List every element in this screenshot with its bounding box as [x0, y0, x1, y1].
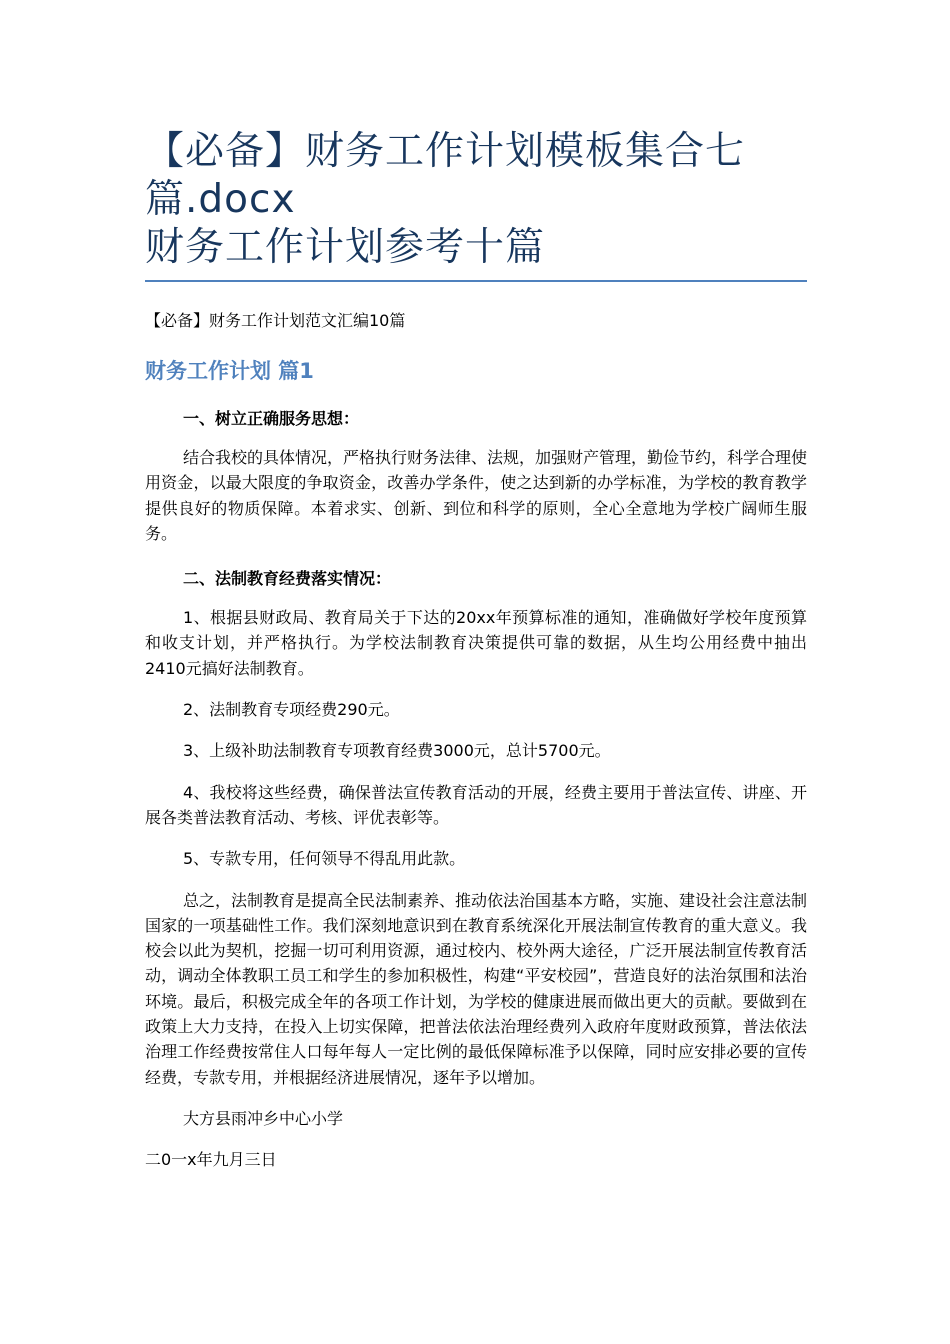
title-divider [145, 280, 807, 282]
title-line-2: 财务工作计划参考十篇 [145, 225, 546, 270]
section1-heading: 一、树立正确服务思想： [183, 409, 360, 428]
list-item-5: 5、专款专用，任何领导不得乱用此款。 [183, 849, 466, 869]
document-date: 二0一x年九月三日 [145, 1150, 277, 1170]
list-item-4: 4、我校将这些经费，确保普法宣传教育活动的开展，经费主要用于普法宣传、讲座、开展各类普法教育活动、考核、评优表彰等。 [145, 782, 807, 827]
list-item-2: 2、法制教育专项经费290元。 [183, 700, 400, 720]
list-item-1: 1、根据县财政局、教育局关于下达的20xx年预算标准的通知，准确做好学校年度预算和收支计划，并严格执行。为学校法制教育决策提供可靠的数据，从生均公用经费中抽出2410元搞好法制教育。 [145, 608, 807, 678]
signature: 大方县雨冲乡中心小学 [183, 1108, 344, 1128]
section1-body: 结合我校的具体情况，严格执行财务法律、法规，加强财产管理，勤俭节约，科学合理使用资金，以最大限度的争取资金，改善办学条件，使之达到新的办学标准，为学校的教育教学提供良好的物质保障。本着求实、创新、到位和科学的原则，全心全意地为学校广阔师生服务。 [145, 448, 808, 543]
summary-paragraph: 总之，法制教育是提高全民法制素养、推动依法治国基本方略，实施、建设社会注意法制国家的一项基础性工作。我们深刻地意识到在教育系统深化开展法制宣传教育的重大意义。我校会以此为契机，挖掘一切可利用资源，通过校内、校外两大途径，广泛开展法制宣传教育活动，调动全体教职工员工和学生的参加积极性，构建“平安校园”，营造良好的法治氛围和法治环境。最后，积极完成全年的各项工作计划，为学校的健康进展而做出更大的贡献。要做到在政策上大力支持，在投入上切实保障，把普法依法治理经费列入政府年度财政预算，普法依法治理工作经费按常住人口每年每人一定比例的最低保障标准予以保障，同时应安排必要的宣传经费，专款专用，并根据经济进展情况，逐年予以增加。 [145, 890, 808, 1087]
section2-heading: 二、法制教育经费落实情况： [183, 569, 392, 589]
title-line-1: 【必备】财务工作计划模板集合七篇.docx [145, 129, 746, 222]
document-subtitle: 【必备】财务工作计划范文汇编10篇 [145, 311, 406, 330]
section-title: 财务工作计划 篇1 [145, 359, 314, 383]
document-page [145, 128, 807, 1172]
list-item-3: 3、上级补助法制教育专项教育经费3000元，总计5700元。 [183, 741, 611, 761]
document-title [145, 128, 807, 272]
